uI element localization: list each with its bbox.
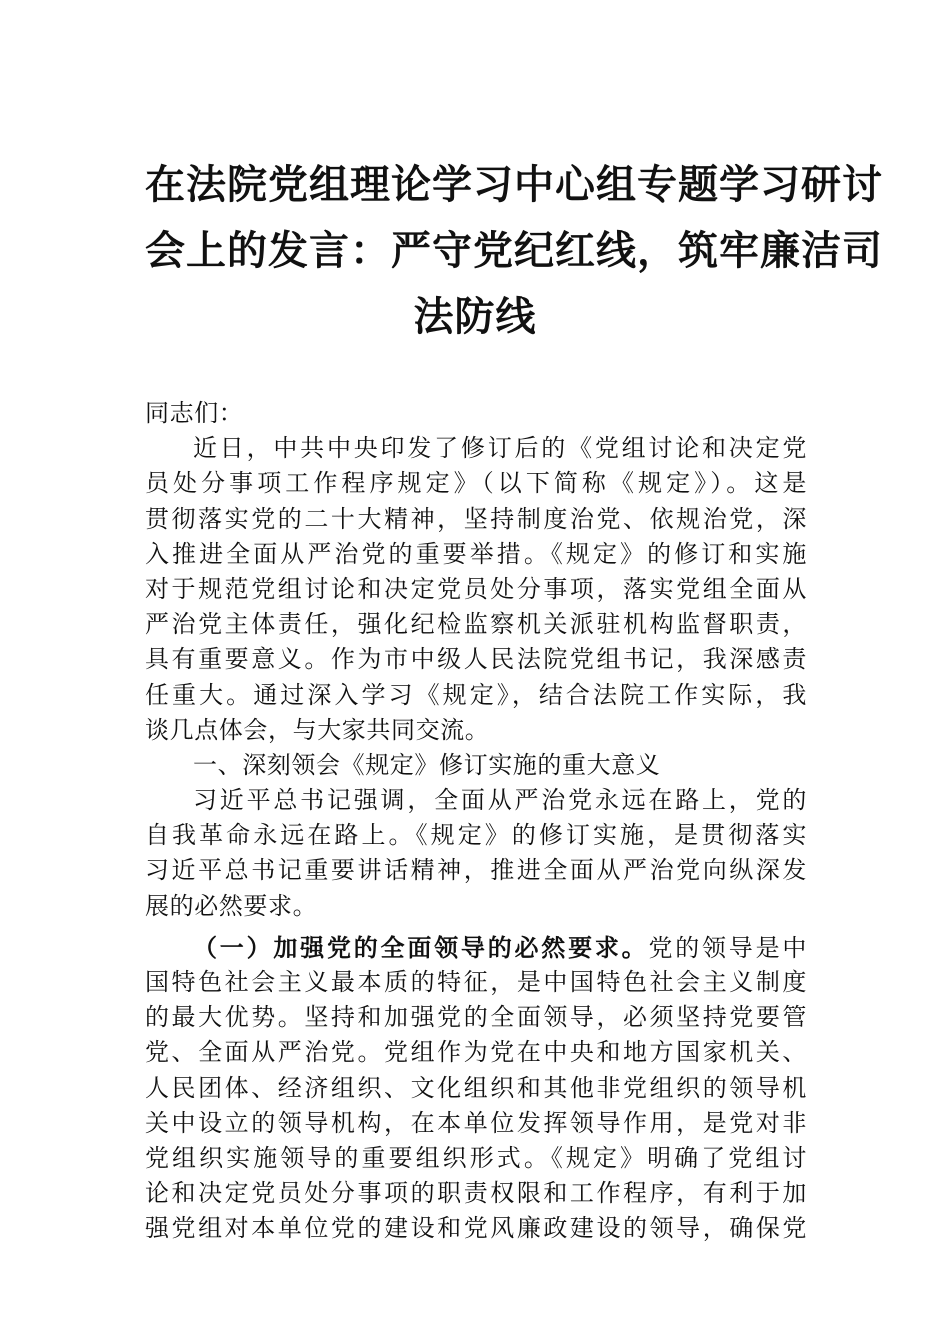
paragraph-line: 自我革命永远在路上。《规定》的修订实施，是贯彻落实 bbox=[145, 821, 807, 850]
paragraph-line: 严治党主体责任，强化纪检监察机关派驻机构监督职责， bbox=[145, 610, 807, 639]
paragraph-line: 谈几点体会，与大家共同交流。 bbox=[145, 715, 490, 744]
paragraph-line: 党组织实施领导的重要组织形式。《规定》明确了党组讨 bbox=[145, 1143, 807, 1172]
paragraph-line: 近日，中共中央印发了修订后的《党组讨论和决定党 bbox=[193, 434, 807, 463]
salutation: 同志们： bbox=[145, 399, 244, 427]
title-line-3: 法防线 bbox=[413, 293, 537, 340]
intro-paragraph bbox=[145, 431, 807, 748]
paragraph-line: 任重大。通过深入学习《规定》，结合法院工作实际，我 bbox=[145, 680, 807, 709]
title-line-1: 在法院党组理论学习中心组专题学习研讨 bbox=[145, 161, 883, 208]
section1-paragraph bbox=[145, 783, 807, 924]
paragraph-line: 员处分事项工作程序规定》（以下简称《规定》）。这是 bbox=[145, 469, 807, 498]
section-heading-1: 一、深刻领会《规定》修订实施的重大意义 bbox=[193, 750, 661, 779]
paragraph-line: 贯彻落实党的二十大精神，坚持制度治党、依规治党，深 bbox=[145, 504, 807, 533]
subsection-heading-1: （一）加强党的全面领导的必然要求。 bbox=[193, 932, 649, 962]
paragraph-line: 的最大优势。坚持和加强党的全面领导，必须坚持党要管 bbox=[145, 1003, 807, 1032]
paragraph-line: 论和决定党员处分事项的职责权限和工作程序，有利于加 bbox=[145, 1179, 807, 1208]
paragraph-line: 习近平总书记强调，全面从严治党永远在路上，党的 bbox=[193, 786, 807, 815]
paragraph-line: 对于规范党组讨论和决定党员处分事项，落实党组全面从 bbox=[145, 574, 807, 603]
paragraph-line: 强党组对本单位党的建设和党风廉政建设的领导，确保党 bbox=[145, 1214, 807, 1243]
subsection-first-line bbox=[145, 930, 807, 965]
paragraph-line: 国特色社会主义最本质的特征，是中国特色社会主义制度 bbox=[145, 968, 807, 996]
paragraph-line: 党、全面从严治党。党组作为党在中央和地方国家机关、 bbox=[145, 1038, 807, 1067]
subsection-first-line-text: 党的领导是中 bbox=[648, 933, 807, 962]
paragraph-line: 习近平总书记重要讲话精神，推进全面从严治党向纵深发 bbox=[145, 856, 807, 885]
paragraph-line: 人民团体、经济组织、文化组织和其他非党组织的领导机 bbox=[145, 1073, 807, 1102]
document-body bbox=[145, 396, 807, 1247]
paragraph-line: 关中设立的领导机构，在本单位发挥领导作用，是党对非 bbox=[145, 1108, 807, 1137]
paragraph-line: 入推进全面从严治党的重要举措。《规定》的修订和实施 bbox=[145, 539, 807, 568]
document-title bbox=[145, 152, 883, 350]
title-line-2: 会上的发言：严守党纪红线，筑牢廉洁司 bbox=[145, 227, 883, 274]
subsection1-paragraph bbox=[145, 930, 807, 1247]
paragraph-line: 具有重要意义。作为市中级人民法院党组书记，我深感责 bbox=[145, 645, 807, 674]
paragraph-line: 展的必然要求。 bbox=[145, 891, 318, 920]
